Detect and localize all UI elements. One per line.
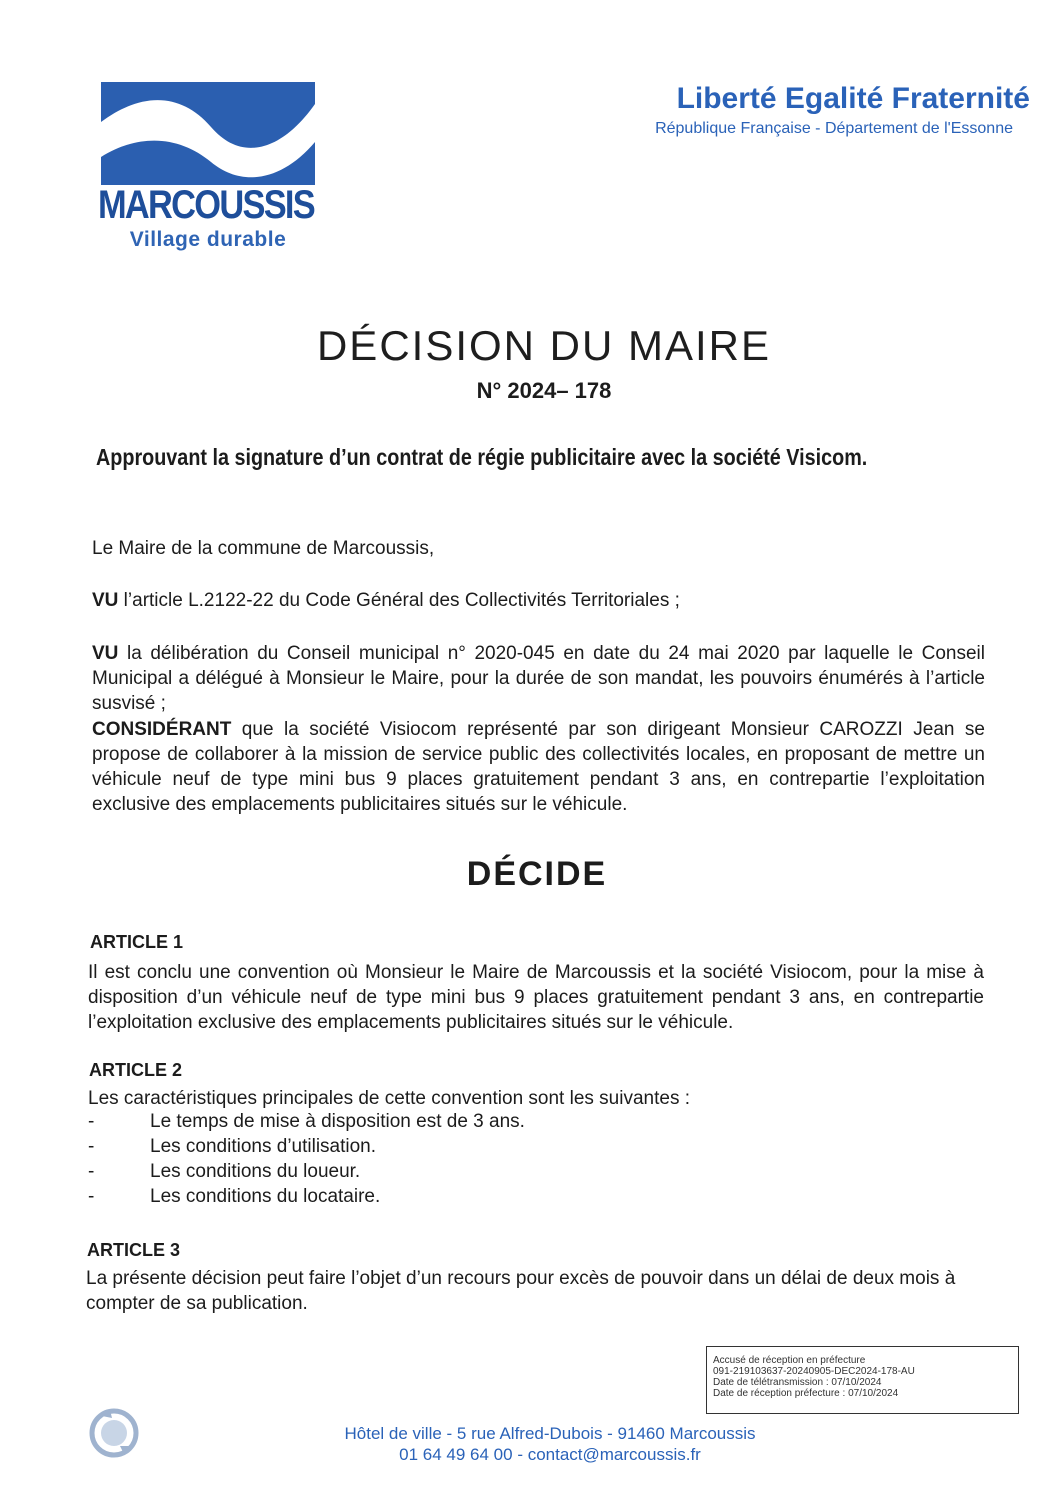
list-item-text: Le temps de mise à disposition est de 3 ans.: [150, 1111, 525, 1132]
considerant-label: CONSIDÉRANT: [92, 719, 232, 740]
receipt-line: Date de réception préfecture : 07/10/2024: [713, 1388, 899, 1399]
list-item-text: Les conditions du locataire.: [150, 1186, 381, 1207]
vu-label: VU: [92, 590, 119, 611]
vu-label: VU: [92, 643, 119, 664]
vu-code-text: l’article L.2122-22 du Code Général des Collectivités Territoriales ;: [118, 590, 680, 611]
logo-name: MARCOUSSIS: [98, 183, 314, 227]
vu-code-paragraph: [92, 588, 985, 613]
list-item-text: Les conditions du loueur.: [150, 1161, 361, 1182]
vu-deliberation-text: la délibération du Conseil municipal n° 2020-045 en date du 24 mai 2020 par laquelle le Conseil Municipal a délégué à Monsieur le Maire, pour la durée de son mandat, les pouvoirs énumérés à l’article susvisé ;: [92, 643, 985, 714]
article-3-heading: ARTICLE 3: [87, 1240, 181, 1260]
article-2-text: Les caractéristiques principales de cette convention sont les suivantes :: [88, 1088, 690, 1109]
document-title: DÉCISION DU MAIRE: [316, 322, 772, 369]
footer-address: Hôtel de ville - 5 rue Alfred-Dubois - 91460 Marcoussis: [344, 1424, 756, 1443]
article-1-heading: ARTICLE 1: [90, 932, 184, 952]
article-2-heading: ARTICLE 2: [89, 1060, 183, 1080]
marcoussis-logo-icon: [101, 82, 315, 185]
receipt-line: Date de télétransmission : 07/10/2024: [713, 1377, 882, 1388]
footer-contact: 01 64 49 64 00 - contact@marcoussis.fr: [399, 1445, 701, 1464]
article-3-text: La présente décision peut faire l’objet d’un recours pour excès de pouvoir dans un délai de deux mois à compter de sa publication.: [86, 1268, 956, 1314]
republic-department: République Française - Département de l'Essonne: [655, 120, 1013, 137]
decision-subject: Approuvant la signature d’un contrat de régie publicitaire avec la société Visicom.: [96, 444, 868, 470]
bullet-dash: -: [88, 1186, 95, 1207]
considerant-text: que la société Visiocom représenté par son dirigeant Monsieur CAROZZI Jean se propose de collaborer à la mission de service public des collectivités locales, en proposant de mettre un véhicule neuf de type mini bus 9 places gratuitement pendant 3 ans, en contrepartie l’exploitation exclusive des emplacements publicitaires situés sur le véhicule.: [92, 719, 985, 815]
vu-deliberation-paragraph: [92, 641, 985, 716]
considerant-paragraph: [92, 717, 985, 817]
list-item-text: Les conditions d’utilisation.: [150, 1136, 377, 1157]
article-1-text: Il est conclu une convention où Monsieur le Maire de Marcoussis et la société Visiocom, pour la mise à disposition d’un véhicule neuf de type mini bus 9 places gratuitement pendant 3 ans, en contrepartie l’exploitation exclusive des emplacements publicitaires situés sur le véhicule.: [88, 962, 984, 1033]
receipt-line: Accusé de réception en préfecture: [713, 1355, 866, 1366]
decide-heading: DÉCIDE: [466, 855, 608, 893]
decision-number: N° 2024– 178: [476, 378, 612, 403]
bullet-dash: -: [88, 1161, 95, 1182]
bullet-dash: -: [88, 1111, 95, 1132]
logo-tagline: Village durable: [129, 228, 287, 251]
republic-motto: Liberté Egalité Fraternité: [676, 82, 1030, 115]
prefecture-receipt-box: [706, 1346, 1019, 1414]
intro-text: Le Maire de la commune de Marcoussis,: [92, 538, 435, 559]
receipt-line: 091-219103637-20240905-DEC2024-178-AU: [713, 1366, 915, 1377]
bullet-dash: -: [88, 1136, 95, 1157]
